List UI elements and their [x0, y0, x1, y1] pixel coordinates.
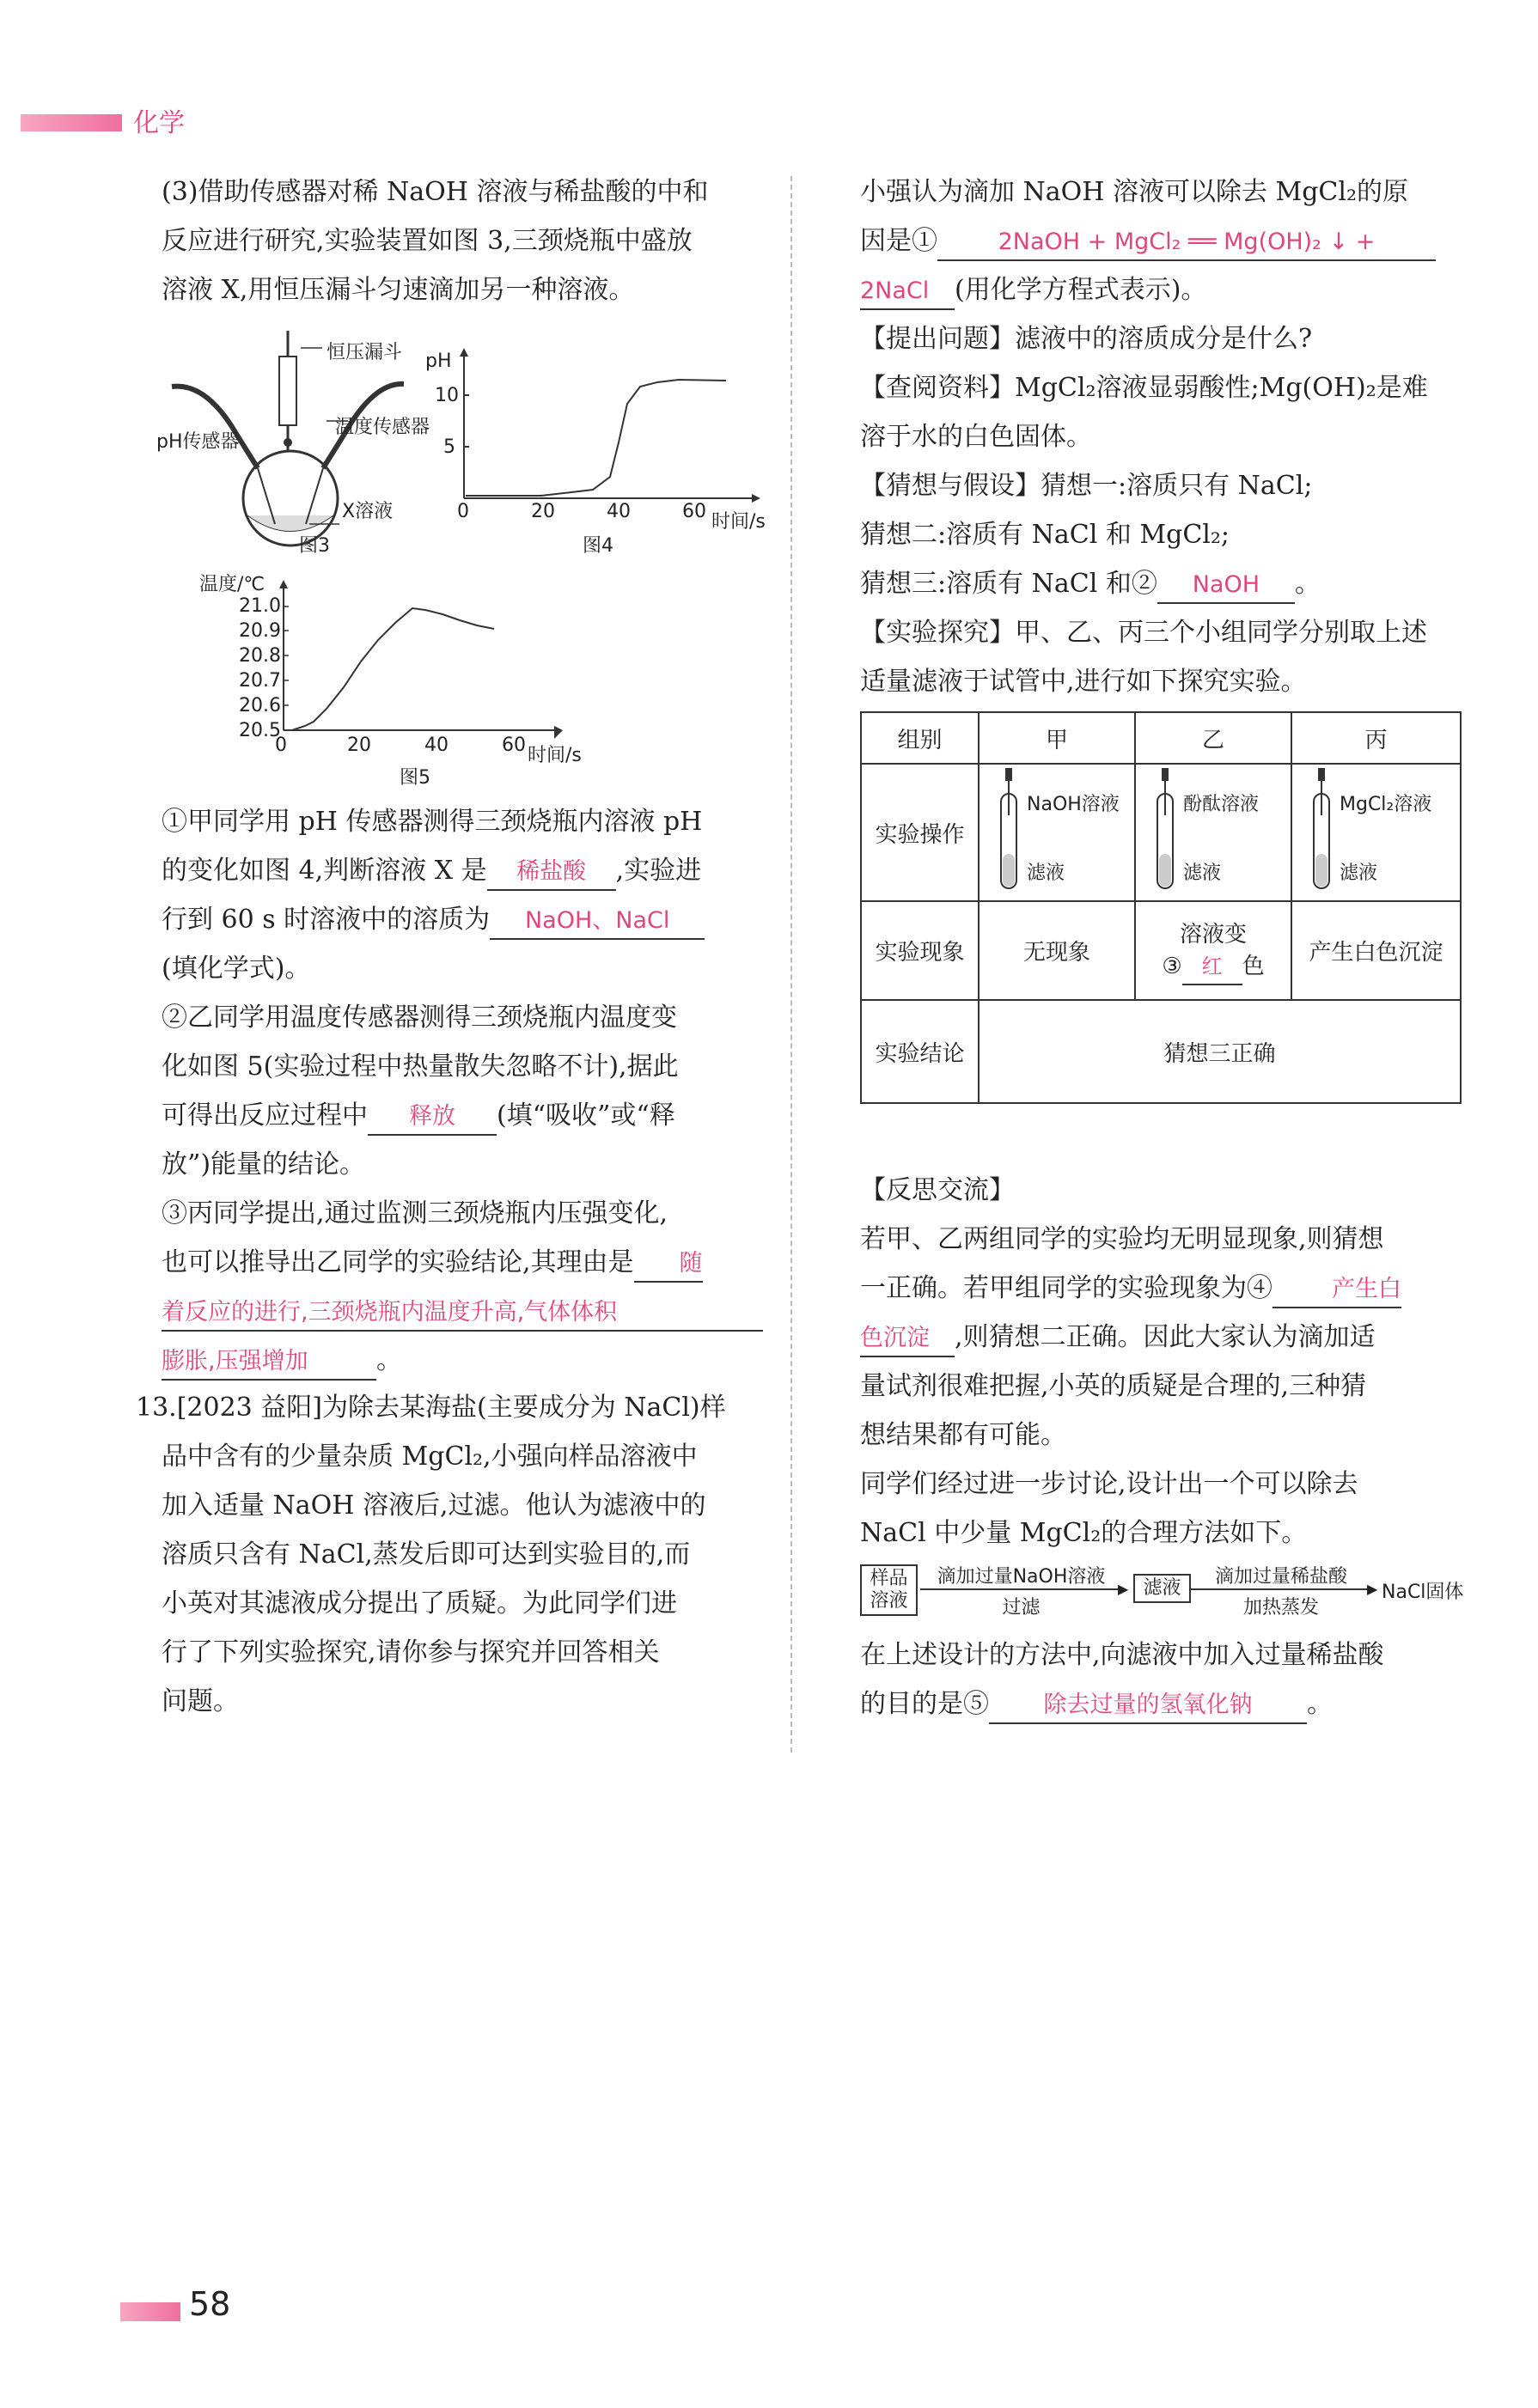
answer-blank[interactable]: 2NaCl: [860, 274, 955, 310]
text: 色: [1242, 953, 1265, 979]
text: 一正确。若甲组同学的实验现象为④: [860, 1273, 1273, 1303]
operation-cell: [1291, 764, 1461, 901]
text-line: [860, 1680, 1470, 1728]
fig4-xtick: 20: [531, 501, 555, 522]
footer-bar: [120, 2302, 180, 2321]
flow-box-filtrate: 滤液: [1133, 1574, 1191, 1603]
text: 。: [376, 1345, 402, 1375]
observation-cell: 产生白色沉淀: [1291, 901, 1461, 1000]
header-bar: [21, 114, 122, 131]
fig5-xtick: 60: [502, 735, 526, 756]
row-label: 实验现象: [861, 901, 979, 1000]
fig4-xtick: 60: [682, 501, 706, 522]
text-line: (3)借助传感器对稀 NaOH 溶液与稀盐酸的中和: [162, 177, 709, 207]
text-line: ③丙同学提出,通过监测三颈烧瓶内压强变化,: [162, 1198, 668, 1228]
answer-blank[interactable]: 随: [634, 1247, 703, 1283]
text: ,实验进: [615, 856, 702, 886]
left-column-questions: [162, 797, 772, 1385]
text-line: 溶质只含有 NaCl,蒸发后即可达到实验目的,而: [162, 1539, 691, 1570]
fig5-ytick: 21.0: [239, 595, 281, 617]
table-header: 乙: [1135, 712, 1291, 764]
fig5-ytick: 20.7: [239, 670, 281, 692]
answer-blank[interactable]: 释放: [368, 1100, 497, 1136]
answer-blank[interactable]: 着反应的进行,三颈烧瓶内温度升高,气体体积: [162, 1295, 763, 1332]
page-number: 58: [189, 2285, 231, 2323]
text: 溶液: [870, 1590, 908, 1612]
text: 也可以推导出乙同学的实验结论,其理由是: [162, 1247, 634, 1277]
text-line: 化如图 5(实验过程中热量散失忽略不计),据此: [162, 1052, 679, 1082]
figure-4-caption: 图4: [583, 535, 613, 557]
fig4-ylabel: pH: [425, 351, 452, 372]
text-line: [162, 1336, 772, 1385]
text-line: 【查阅资料】MgCl₂溶液显弱酸性;Mg(OH)₂是难: [860, 373, 1428, 403]
question-13: [136, 1383, 772, 1726]
figure-5-temp-chart: [275, 576, 601, 756]
fig5-xtick: 0: [275, 735, 287, 756]
answer-blank[interactable]: 2NaOH + MgCl₂ ══ Mg(OH)₂ ↓ +: [937, 225, 1436, 261]
fig5-xtick: 20: [347, 735, 371, 756]
fig5-xlabel: 时间/s: [528, 745, 582, 766]
text-line: 想结果都有可能。: [860, 1420, 1066, 1450]
fig5-ytick: 20.9: [239, 620, 281, 642]
answer-blank[interactable]: 产生白: [1273, 1272, 1401, 1308]
observation-cell: [1135, 901, 1291, 1000]
conclusion-cell: 猜想三正确: [979, 1000, 1461, 1103]
text-line: 【提出问题】滤液中的溶质成分是什么?: [860, 324, 1313, 354]
text-line: 【反思交流】: [860, 1175, 1015, 1205]
text-line: 品中含有的少量杂质 MgCl₂,小强向样品溶液中: [162, 1442, 698, 1472]
test-tube-icon: [1301, 768, 1344, 897]
row-label: 实验结论: [861, 1000, 979, 1103]
answer-blank[interactable]: 稀盐酸: [487, 855, 616, 891]
text-line: 溶于水的白色固体。: [860, 422, 1092, 452]
label-temp-sensor: 温度传感器: [335, 417, 430, 438]
figure-5-caption: 图5: [400, 767, 430, 789]
answer-blank[interactable]: 红: [1182, 949, 1242, 985]
text: (填“吸收”或“释: [497, 1100, 675, 1131]
operation-cell: [1135, 764, 1291, 901]
text: 溶液变: [1179, 921, 1247, 948]
right-column-top: [860, 168, 1470, 706]
test-tube-icon: [988, 768, 1031, 897]
text: 的变化如图 4,判断溶液 X 是: [162, 856, 487, 886]
fig4-xtick: 40: [607, 501, 631, 522]
text-line: [860, 265, 1470, 314]
right-column-end: [860, 1631, 1470, 1728]
subject-title: 化学: [133, 108, 185, 138]
flow-product: NaCl固体: [1382, 1582, 1464, 1603]
answer-blank[interactable]: NaOH、NaCl: [490, 904, 705, 940]
answer-blank[interactable]: 除去过量的氢氧化钠: [989, 1688, 1307, 1724]
text-line: ②乙同学用温度传感器测得三颈烧瓶内温度变: [162, 1003, 677, 1033]
text: 因是①: [860, 226, 937, 256]
flow-box-sample: [860, 1564, 918, 1616]
answer-blank[interactable]: 膨胀,压强增加: [162, 1344, 376, 1381]
text-line: ①甲同学用 pH 传感器测得三颈烧瓶内溶液 pH: [162, 807, 703, 837]
fig5-ylabel: 温度/℃: [199, 574, 265, 595]
text: ,则猜想二正确。因此大家认为滴加适: [955, 1322, 1376, 1352]
text-line: 小英对其滤液成分提出了质疑。为此同学们进: [162, 1588, 677, 1619]
table-header: 甲: [979, 712, 1135, 764]
right-column-reflection: [860, 1166, 1470, 1558]
column-divider: [790, 176, 792, 1753]
arrow-line: [920, 1588, 1122, 1590]
reagent-label: NaOH溶液: [1027, 794, 1120, 815]
observation-cell: 无现象: [979, 901, 1135, 1000]
text-line: [860, 559, 1470, 608]
text: 。: [1294, 569, 1321, 599]
text-line: 若甲、乙两组同学的实验均无明显现象,则猜想: [860, 1224, 1384, 1254]
fig4-ytick: 5: [443, 436, 455, 458]
text: (用化学方程式表示)。: [955, 275, 1207, 305]
text-line: 同学们经过进一步讨论,设计出一个可以除去: [860, 1469, 1358, 1499]
flow-step2-bottom: 加热蒸发: [1242, 1597, 1319, 1619]
text-line: 小强认为滴加 NaOH 溶液可以除去 MgCl₂的原: [860, 177, 1408, 207]
text: ③: [1162, 953, 1182, 979]
filtrate-label: 滤液: [1027, 863, 1065, 884]
flow-step1-bottom: 过滤: [1002, 1597, 1041, 1619]
fig5-ytick: 20.6: [239, 695, 281, 716]
left-column-top: [162, 168, 772, 314]
table-header: 丙: [1291, 712, 1461, 764]
fig5-ytick: 20.8: [239, 645, 281, 667]
flow-step1-top: 滴加过量NaOH溶液: [937, 1566, 1106, 1588]
text-line: [162, 1238, 772, 1287]
answer-blank[interactable]: NaOH: [1157, 568, 1295, 604]
text: 。: [1307, 1689, 1333, 1719]
text: 样品: [870, 1568, 908, 1589]
text: 行到 60 s 时溶液中的溶质为: [162, 905, 491, 935]
label-x-solution: X溶液: [342, 501, 394, 522]
text-line: [162, 846, 772, 895]
operation-cell: [979, 764, 1135, 901]
label-ph-sensor: pH传感器: [156, 431, 240, 453]
text-line: [162, 895, 772, 944]
text: 的目的是⑤: [860, 1689, 989, 1719]
text-line: 适量滤液于试管中,进行如下探究实验。: [860, 667, 1307, 697]
arrow-head-icon: ▶: [1367, 1581, 1378, 1597]
table-header: 组别: [861, 712, 979, 764]
figure-3-caption: 图3: [299, 535, 330, 557]
text-line: [860, 1313, 1470, 1362]
text-line: 13.[2023 益阳]为除去某海盐(主要成分为 NaCl)样: [136, 1393, 726, 1423]
text-line: 在上述设计的方法中,向滤液中加入过量稀盐酸: [860, 1640, 1384, 1670]
fig4-ytick: 10: [435, 385, 459, 406]
text: 可得出反应过程中: [162, 1100, 368, 1131]
fig4-xlabel: 时间/s: [711, 511, 766, 533]
filtrate-label: 滤液: [1183, 863, 1222, 884]
answer-blank[interactable]: 色沉淀: [860, 1321, 955, 1357]
text-line: 放”)能量的结论。: [162, 1149, 366, 1180]
experiment-table: [860, 711, 1462, 1104]
text-line: 量试剂很难把握,小英的质疑是合理的,三种猜: [860, 1371, 1367, 1401]
text-line: NaCl 中少量 MgCl₂的合理方法如下。: [860, 1518, 1308, 1548]
text-line: 【猜想与假设】猜想一:溶质只有 NaCl;: [860, 471, 1313, 501]
text-line: [162, 1287, 772, 1336]
reagent-label: MgCl₂溶液: [1340, 794, 1432, 815]
text-line: (填化学式)。: [162, 954, 311, 984]
test-tube-icon: [1144, 768, 1187, 897]
text-line: 溶液 X,用恒压漏斗匀速滴加另一种溶液。: [162, 275, 635, 305]
filtrate-label: 滤液: [1340, 863, 1378, 884]
flow-diagram: [860, 1562, 1470, 1622]
arrow-head-icon: ▶: [1118, 1581, 1129, 1597]
row-label: 实验操作: [861, 764, 979, 901]
text-line: 【实验探究】甲、乙、丙三个小组同学分别取上述: [860, 618, 1427, 648]
text-line: 行了下列实验探究,请你参与探究并回答相关: [162, 1637, 660, 1667]
arrow-line: [1191, 1588, 1371, 1590]
text-line: [162, 1091, 772, 1140]
text-line: 反应进行研究,实验装置如图 3,三颈烧瓶中盛放: [162, 226, 693, 256]
fig5-xtick: 40: [424, 735, 449, 756]
fig5-ytick: 20.5: [239, 720, 281, 741]
label-funnel: 恒压漏斗: [327, 342, 403, 363]
text-line: 猜想二:溶质有 NaCl 和 MgCl₂;: [860, 520, 1230, 550]
text-line: [860, 216, 1470, 265]
text-line: [860, 1264, 1470, 1313]
text: 猜想三:溶质有 NaCl 和②: [860, 569, 1157, 599]
text-line: 加入适量 NaOH 溶液后,过滤。他认为滤液中的: [162, 1491, 706, 1521]
flow-step2-top: 滴加过量稀盐酸: [1214, 1566, 1347, 1588]
fig4-xtick: 0: [457, 501, 469, 522]
reagent-label: 酚酞溶液: [1183, 794, 1260, 815]
text-line: 问题。: [162, 1686, 239, 1716]
